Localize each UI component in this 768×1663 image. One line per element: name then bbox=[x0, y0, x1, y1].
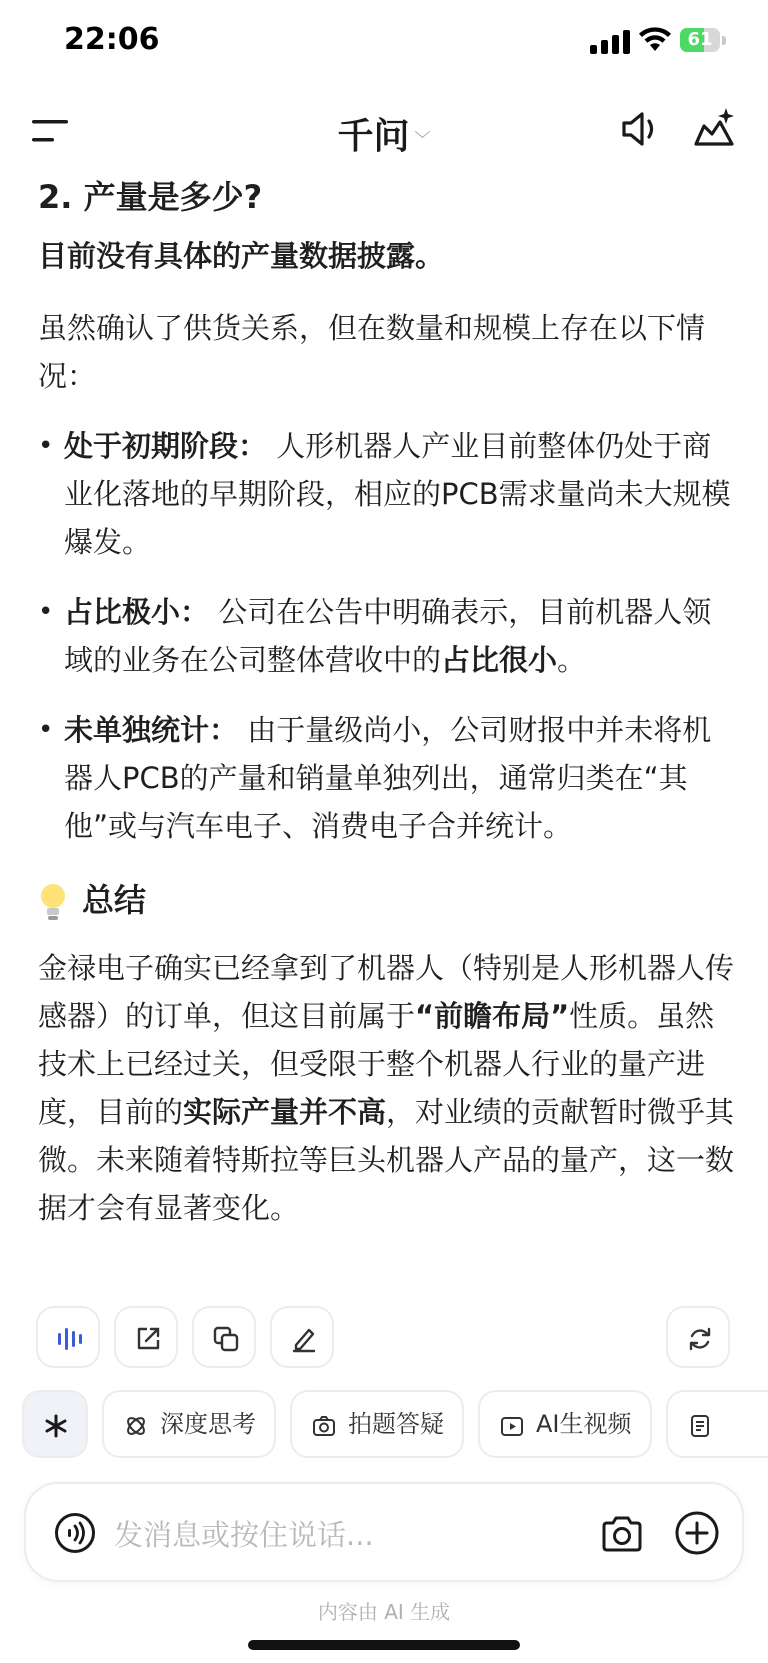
edit-button[interactable] bbox=[270, 1306, 334, 1368]
bullet-text: 由于量级尚小，公司财报中并未将机器人PCB的产量和销量单独列出，通常归类在“其他”或与汽车电子、消费电子合并统计。 bbox=[64, 713, 712, 843]
copy-icon bbox=[212, 1325, 240, 1353]
quick-tools-row bbox=[22, 1390, 768, 1460]
nav-title: 千问 bbox=[337, 116, 410, 157]
model-selector[interactable] bbox=[300, 108, 468, 159]
ai-disclaimer: 内容由 AI 生成 bbox=[317, 1600, 451, 1624]
ai-video-chip[interactable] bbox=[478, 1390, 652, 1458]
answer-content bbox=[38, 172, 738, 1232]
document-icon bbox=[688, 1414, 712, 1438]
nav-bar bbox=[0, 96, 768, 166]
status-bar bbox=[0, 0, 768, 84]
message-actions bbox=[36, 1306, 732, 1372]
message-composer bbox=[24, 1482, 744, 1582]
ai-tools-chip[interactable] bbox=[22, 1390, 88, 1458]
voice-input-icon[interactable] bbox=[54, 1512, 96, 1554]
camera-question-icon bbox=[312, 1414, 336, 1438]
intro-paragraph: 虽然确认了供货关系，但在数量和规模上存在以下情况： bbox=[38, 311, 706, 393]
chevron-down-icon: ﹀ bbox=[409, 129, 431, 149]
lightbulb-icon bbox=[38, 882, 68, 922]
camera-icon[interactable] bbox=[600, 1512, 644, 1556]
share-button[interactable] bbox=[114, 1306, 178, 1368]
status-time: 22:06 bbox=[64, 22, 160, 57]
more-tools-chip[interactable] bbox=[666, 1390, 768, 1458]
message-input[interactable] bbox=[112, 1506, 596, 1564]
chip-label: 深度思考 bbox=[160, 1410, 256, 1438]
bullet-term: 处于初期阶段： bbox=[64, 429, 268, 463]
copy-button[interactable] bbox=[192, 1306, 256, 1368]
bullet-term: 未单独统计： bbox=[64, 713, 239, 747]
battery-indicator bbox=[680, 28, 726, 54]
list-item bbox=[38, 422, 738, 566]
menu-icon[interactable] bbox=[30, 116, 70, 146]
photo-question-chip[interactable] bbox=[290, 1390, 464, 1458]
list-item bbox=[38, 588, 738, 684]
refresh-icon bbox=[686, 1325, 714, 1353]
summary-text-3: ，对业绩的贡献暂时微乎其微。未来随着特斯拉等巨头机器人产品的量产，这一数据才会有显著变化。 bbox=[38, 1095, 735, 1225]
lead-statement: 目前没有具体的产量数据披露。 bbox=[38, 239, 445, 273]
chip-label: AI生视频 bbox=[536, 1410, 632, 1438]
speaker-icon[interactable] bbox=[618, 106, 664, 152]
bullet-tail: 。 bbox=[557, 643, 587, 677]
summary-emphasis-2: 实际产量并不高 bbox=[183, 1095, 387, 1129]
deep-think-icon bbox=[124, 1414, 148, 1438]
regenerate-button[interactable] bbox=[666, 1306, 730, 1368]
summary-emphasis-1: “前瞻布局” bbox=[415, 999, 570, 1033]
summary-heading bbox=[38, 874, 738, 926]
bullet-text: 人形机器人产业目前整体仍处于商业化落地的早期阶段，相应的PCB需求量尚未大规模爆发。 bbox=[64, 429, 731, 559]
summary-text-1: 金禄电子确实已经拿到了机器人（特别是人形机器人传感器）的订单，但这目前属于 bbox=[38, 951, 735, 1033]
section-heading: 2. 产量是多少? bbox=[38, 178, 263, 216]
deep-think-chip[interactable] bbox=[102, 1390, 276, 1458]
bullet-emphasis: 占比很小 bbox=[441, 643, 558, 677]
summary-text-2: 性质。虽然技术上已经过关，但受限于整个机器人行业的量产进度，目前的 bbox=[38, 999, 715, 1129]
chip-label: 拍题答疑 bbox=[348, 1410, 444, 1438]
edit-icon bbox=[290, 1325, 318, 1353]
share-icon bbox=[134, 1325, 162, 1353]
bullet-term: 占比极小： bbox=[64, 595, 210, 629]
ai-video-icon bbox=[500, 1414, 524, 1438]
cellular-signal-icon bbox=[590, 30, 634, 54]
summary-paragraph bbox=[38, 944, 738, 1232]
voice-wave-icon bbox=[56, 1325, 84, 1353]
bullet-text: 公司在公告中明确表示，目前机器人领域的业务在公司整体营收中的 bbox=[64, 595, 712, 677]
summary-title: 总结 bbox=[82, 881, 147, 919]
read-aloud-button[interactable] bbox=[36, 1306, 100, 1368]
bullet-list bbox=[38, 422, 738, 850]
plus-icon[interactable] bbox=[674, 1510, 720, 1556]
new-chat-icon[interactable] bbox=[690, 104, 738, 152]
list-item bbox=[38, 706, 738, 850]
home-indicator[interactable] bbox=[248, 1640, 520, 1650]
wifi-icon bbox=[638, 27, 672, 53]
sparkle-icon bbox=[44, 1414, 68, 1438]
battery-percent: 61 bbox=[687, 29, 713, 50]
